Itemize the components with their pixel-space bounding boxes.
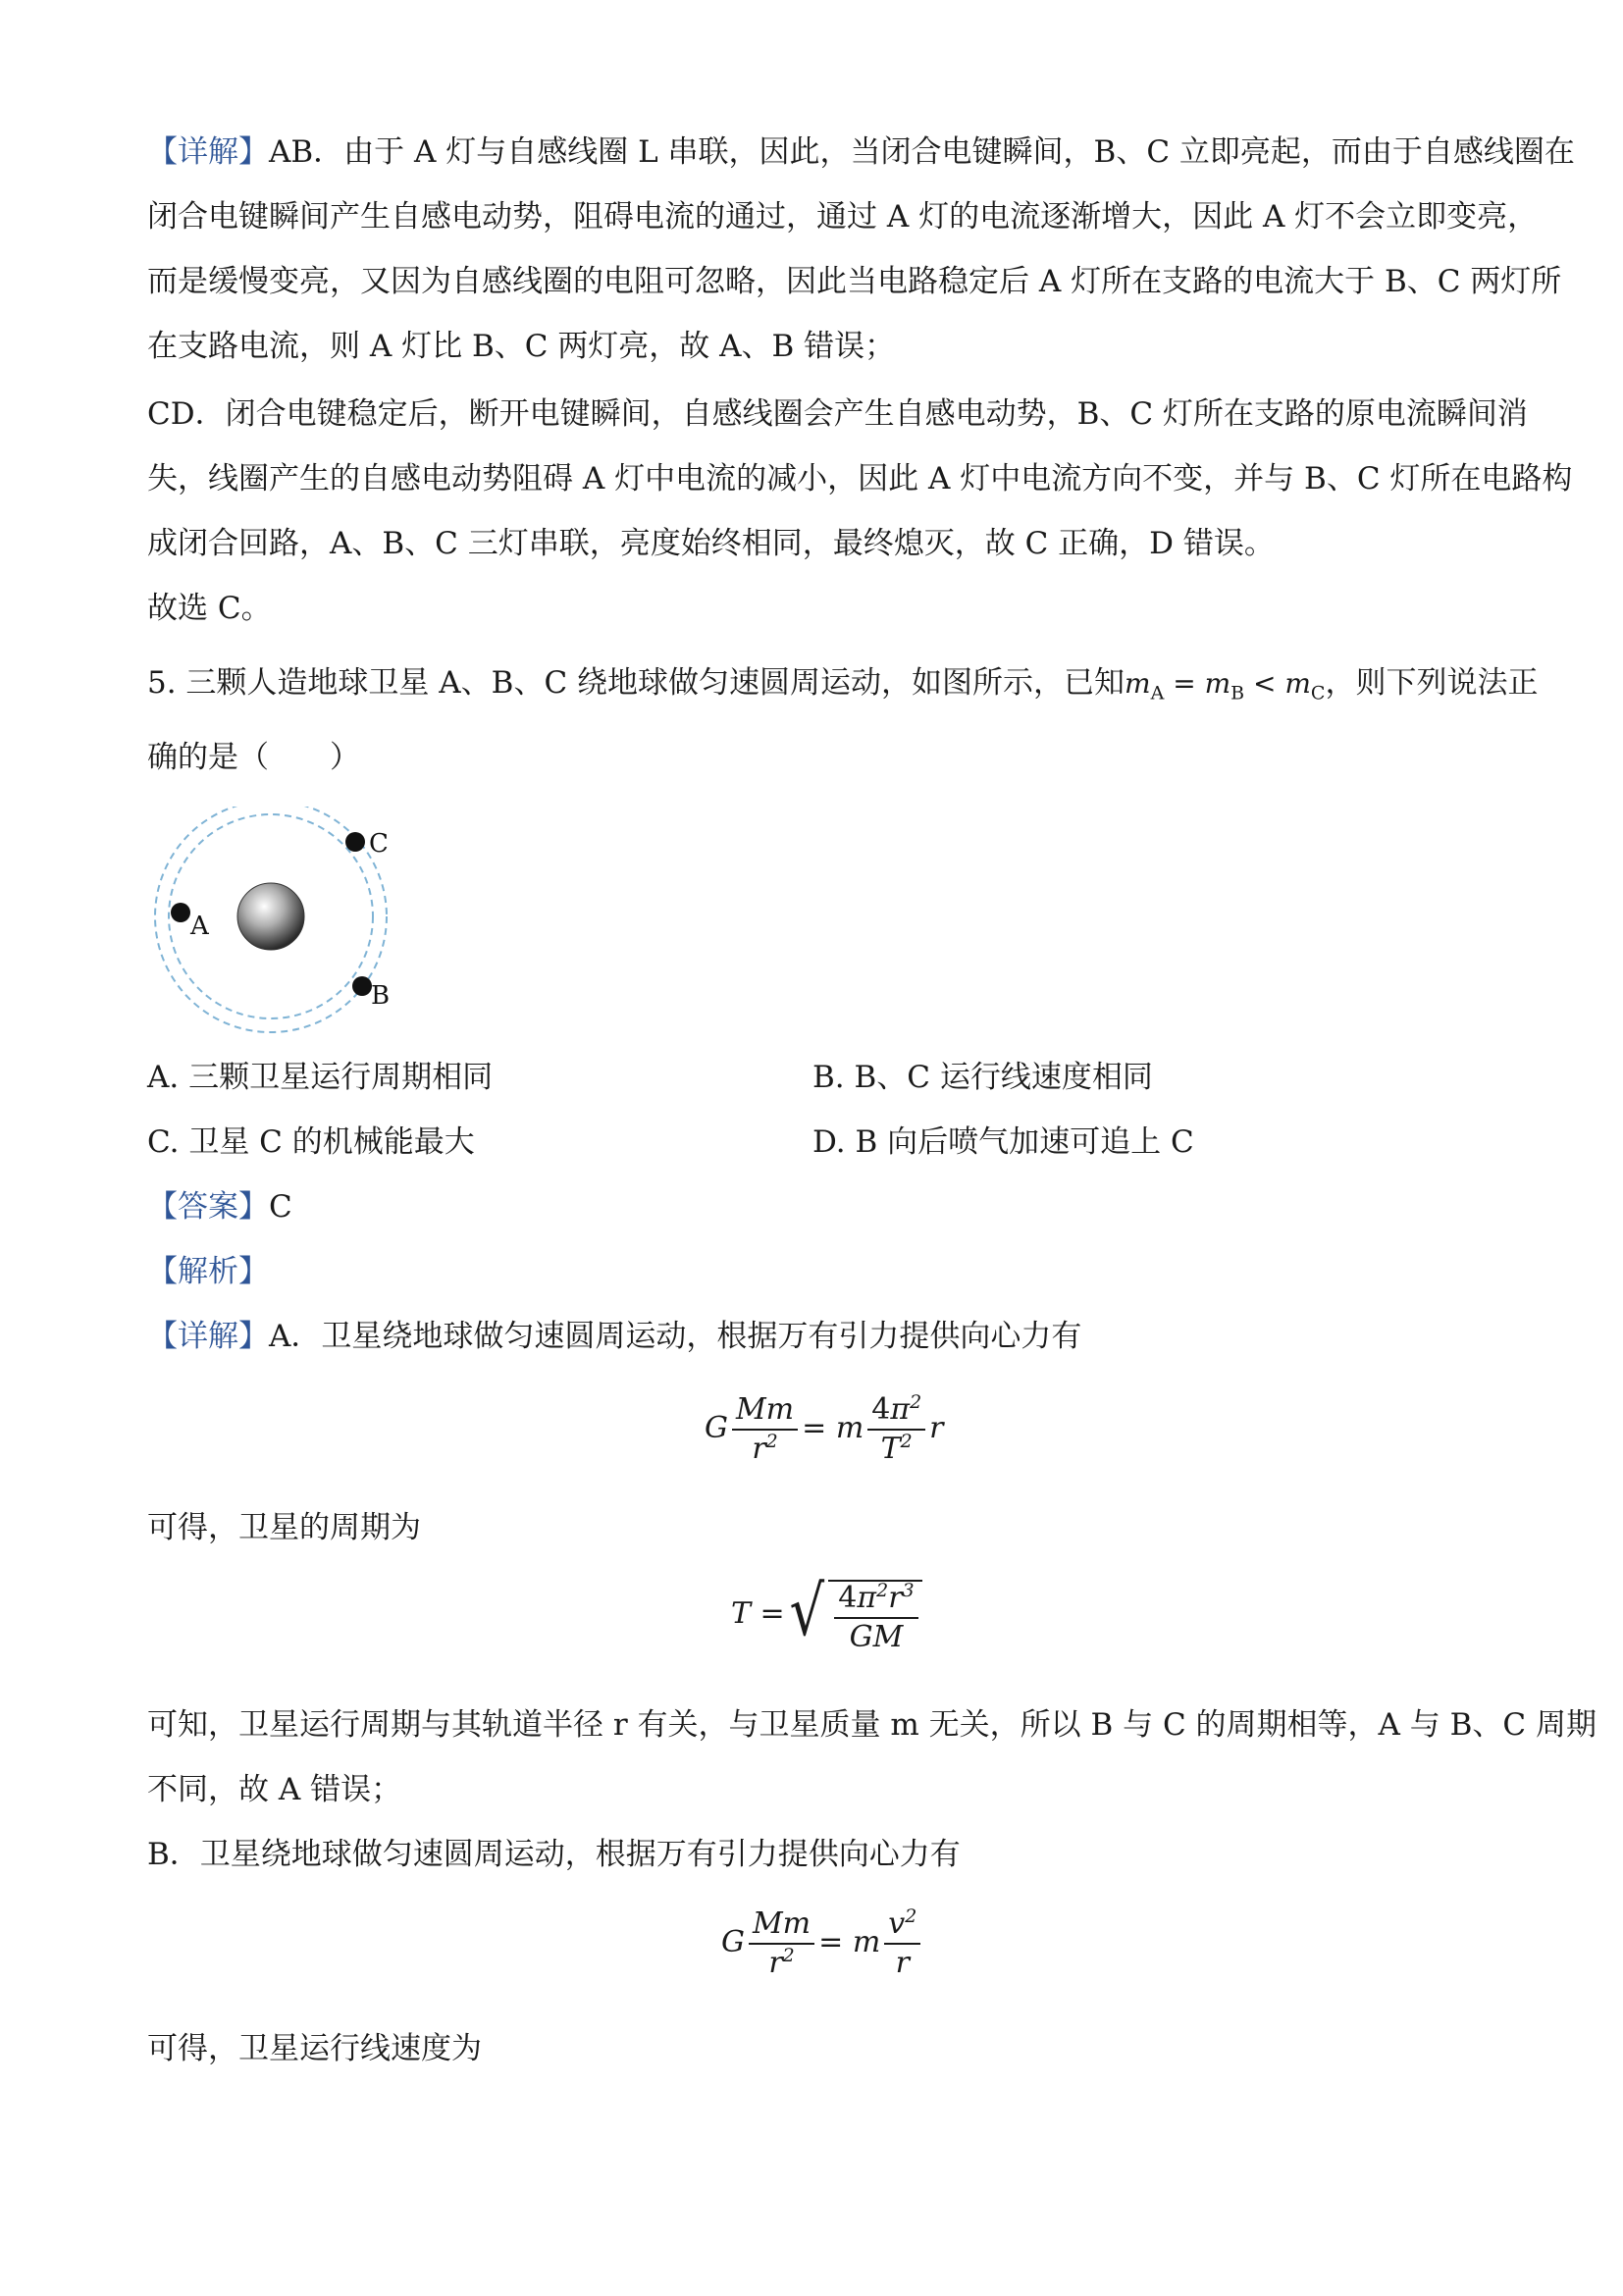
satellite-b xyxy=(352,976,372,996)
question-5-stem-cont: 确的是（ ） xyxy=(147,740,360,775)
paragraph-line: 在支路电流，则 A 灯比 B、C 两灯亮，故 A、B 错误； xyxy=(147,329,896,364)
paragraph-line: 闭合电键瞬间产生自感电动势，阻碍电流的通过，通过 A 灯的电流逐渐增大，因此 A 灯不会立即变亮， xyxy=(147,199,1539,235)
option-c: C. 卫星 C 的机械能最大 xyxy=(147,1124,475,1160)
detail-tag: 【详解】 xyxy=(147,1319,269,1354)
earth xyxy=(237,883,304,950)
satellite-a-label: A xyxy=(190,912,209,941)
analysis-tag: 【解析】 xyxy=(147,1254,269,1289)
detail-tag: 【详解】 xyxy=(147,134,269,170)
satellite-a xyxy=(171,903,190,922)
mass-relation: $m_A = m_B < m_C$ xyxy=(1125,667,1326,704)
detail-a-line: 【详解】A．卫星绕地球做匀速圆周运动，根据万有引力提供向心力有 xyxy=(147,1319,1082,1354)
option-a: A. 三颗卫星运行周期相同 xyxy=(147,1060,494,1095)
equation-gravity-period: G $\frac{Mm}{r^2}$ = m $\frac{4\pi^2}{T^2}$ r xyxy=(705,1391,944,1466)
satellite-c xyxy=(345,832,365,852)
paragraph-line: 而是缓慢变亮，又因为自感线圈的电阻可忽略，因此当电路稳定后 A 灯所在支路的电流大于 B、C 两灯所 xyxy=(147,264,1562,299)
paragraph-line: 成闭合回路，A、B、C 三灯串联，亮度始终相同，最终熄灭，故 C 正确，D 错误。 xyxy=(147,526,1275,561)
speed-intro: 可得，卫星运行线速度为 xyxy=(147,2031,482,2066)
paragraph-line: 故选 C。 xyxy=(147,591,272,626)
answer-line xyxy=(147,1187,292,1226)
detail-b-line: B．卫星绕地球做匀速圆周运动，根据万有引力提供向心力有 xyxy=(147,1837,961,1872)
option-b: B. B、C 运行线速度相同 xyxy=(812,1060,1153,1095)
question-5-stem: 5. 三颗人造地球卫星 A、B、C 绕地球做匀速圆周运动，如图所示，已知$m_A = m_B < m_C$，则下列说法正 xyxy=(147,665,1539,704)
satellite-c-label: C xyxy=(369,829,389,859)
satellite-b-label: B xyxy=(371,981,391,1011)
equation-period: T = √ $\frac{4\pi^2r^3}{GM}$ xyxy=(731,1572,922,1654)
conclusion-a-line-2: 不同，故 A 错误； xyxy=(147,1772,402,1807)
paragraph-line: 【详解】AB．由于 A 灯与自感线圈 L 串联，因此，当闭合电键瞬间，B、C 立即亮起，而由于自感线圈在 xyxy=(147,134,1575,170)
analysis-tag-line xyxy=(147,1252,269,1291)
period-intro: 可得，卫星的周期为 xyxy=(147,1510,421,1545)
equation-gravity-speed: G $\frac{Mm}{r^2}$ = m $\frac{v^2}{r}$ xyxy=(721,1907,924,1980)
paragraph-line: CD．闭合电键稳定后，断开电键瞬间，自感线圈会产生自感电动势，B、C 灯所在支路的原电流瞬间消 xyxy=(147,396,1528,432)
conclusion-a-line-1: 可知，卫星运行周期与其轨道半径 r 有关，与卫星质量 m 无关，所以 B 与 C 的周期相等，A 与 B、C 周期 xyxy=(147,1707,1597,1743)
orbit-diagram xyxy=(147,807,402,1042)
answer-tag: 【答案】 xyxy=(147,1189,269,1225)
option-d: D. B 向后喷气加速可追上 C xyxy=(812,1124,1194,1160)
paragraph-line: 失，线圈产生的自感电动势阻碍 A 灯中电流的减小，因此 A 灯中电流方向不变，并与 B、C 灯所在电路构 xyxy=(147,461,1573,496)
answer-value: C xyxy=(269,1189,292,1225)
